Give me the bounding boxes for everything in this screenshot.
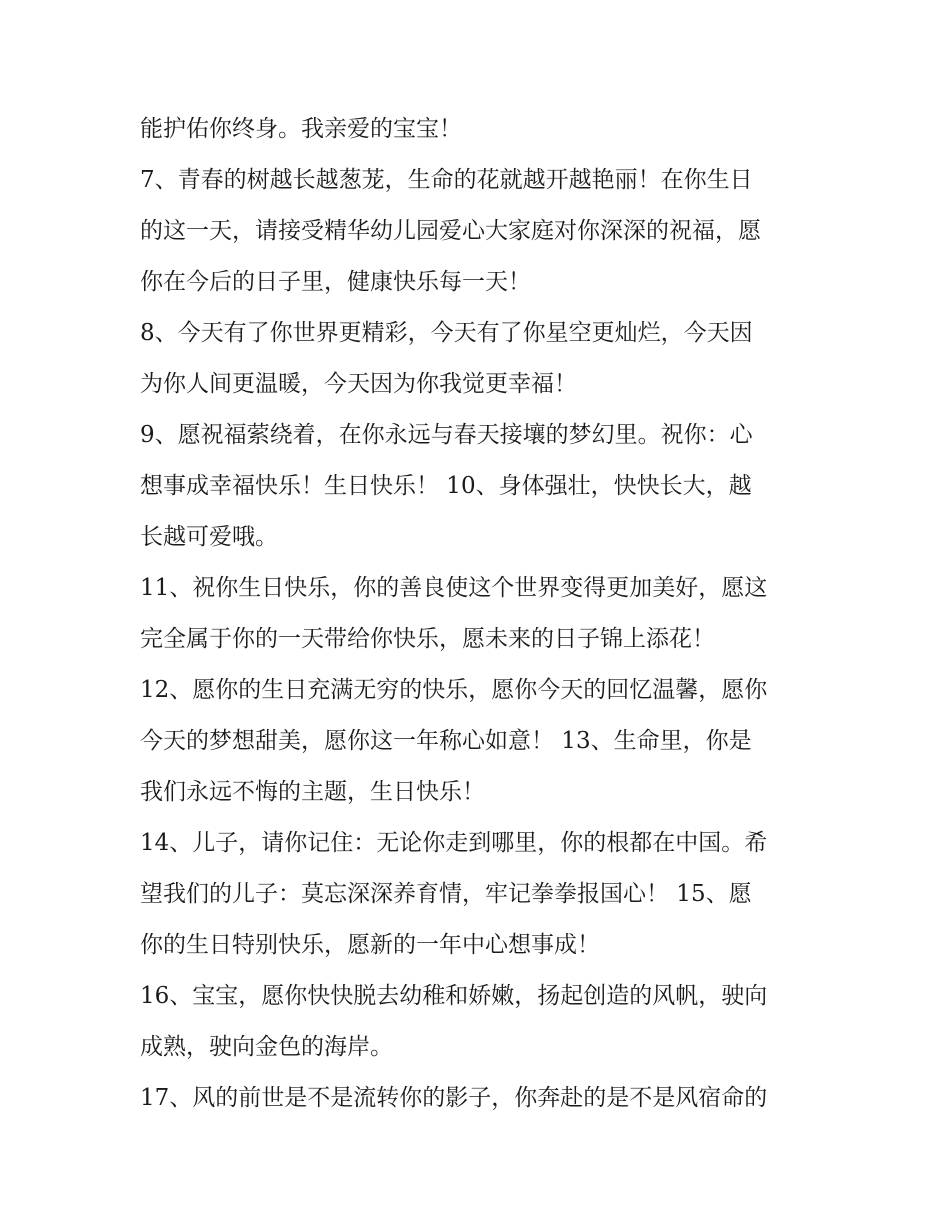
text-line: 为你人间更温暖，今天因为你我觉更幸福！ xyxy=(140,371,577,397)
text-line: 你的生日特别快乐，愿新的一年中心想事成！ xyxy=(140,932,600,958)
text-line: 11、祝你生日快乐，你的善良使这个世界变得更加美好，愿这 xyxy=(140,575,768,601)
text-line: 能护佑你终身。我亲爱的宝宝！ xyxy=(140,116,462,142)
text-line: 想事成幸福快乐！生日快乐！ 10、身体强壮，快快长大，越 xyxy=(140,473,752,499)
text-line: 长越可爱哦。 xyxy=(140,524,278,550)
text-line: 17、风的前世是不是流转你的影子，你奔赴的是不是风宿命的 xyxy=(140,1085,768,1111)
document-body xyxy=(140,104,820,1124)
text-line: 16、宝宝，愿你快快脱去幼稚和娇嫩，扬起创造的风帆，驶向 xyxy=(140,983,768,1009)
text-line: 完全属于你的一天带给你快乐，愿未来的日子锦上添花！ xyxy=(140,626,715,652)
text-line: 你在今后的日子里，健康快乐每一天！ xyxy=(140,269,531,295)
text-line: 12、愿你的生日充满无穷的快乐，愿你今天的回忆温馨，愿你 xyxy=(140,677,768,703)
text-line: 8、今天有了你世界更精彩，今天有了你星空更灿烂，今天因 xyxy=(140,320,753,346)
text-line: 今天的梦想甜美，愿你这一年称心如意！ 13、生命里，你是 xyxy=(140,728,752,754)
text-line: 7、青春的树越长越葱茏，生命的花就越开越艳丽！在你生日 xyxy=(140,167,753,193)
text-line: 14、儿子，请你记住：无论你走到哪里，你的根都在中国。希 xyxy=(140,830,768,856)
text-line: 我们永远不悔的主题，生日快乐！ xyxy=(140,779,485,805)
text-line: 9、愿祝福萦绕着，在你永远与春天接壤的梦幻里。祝你：心 xyxy=(140,422,753,448)
text-line: 成熟，驶向金色的海岸。 xyxy=(140,1034,393,1060)
text-line: 望我们的儿子：莫忘深深养育情，牢记拳拳报国心！ 15、愿 xyxy=(140,881,752,907)
text-line: 的这一天，请接受精华幼儿园爱心大家庭对你深深的祝福，愿 xyxy=(140,218,761,244)
